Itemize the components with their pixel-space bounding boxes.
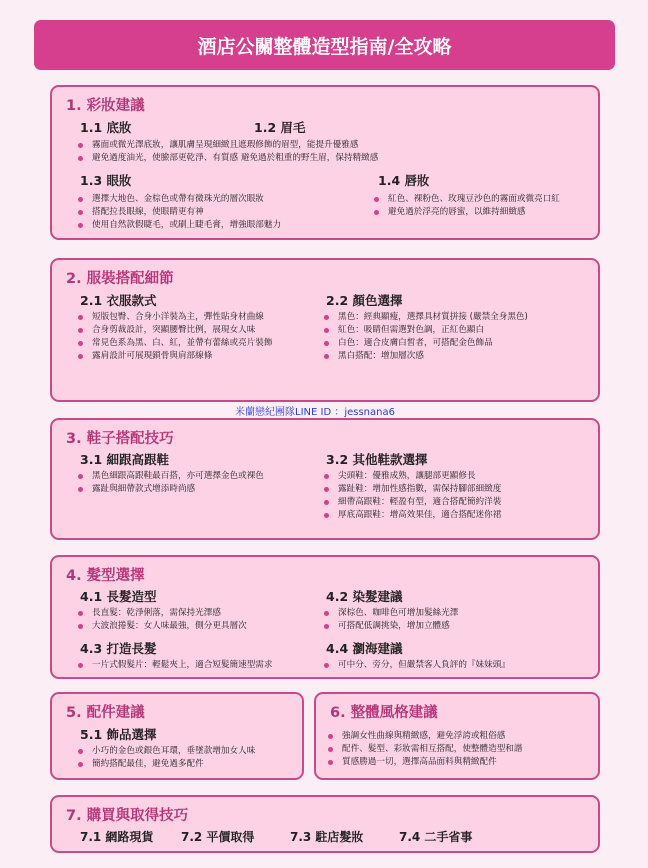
section-hair — [50, 555, 600, 679]
list-item: 厚底高跟鞋：增高效果佳，適合搭配迷你裙 — [324, 509, 501, 522]
subsection-title: 3.1 細跟高跟鞋 — [80, 452, 169, 467]
section-title: 5. 配件建議 — [66, 705, 145, 721]
list-item: 合身剪裁設計，突顯腰臀比例，展現女人味 — [78, 324, 272, 337]
list-item: 黑色：經典顯瘦，選擇具材質拼接 (嚴禁全身黑色) — [324, 311, 528, 324]
list-item: 配件、髮型、彩妝需相互搭配，使整體造型和諧 — [328, 743, 522, 756]
section-makeup — [50, 85, 600, 240]
subsection-title: 2.2 顏色選擇 — [326, 293, 403, 308]
section-shopping — [50, 795, 600, 853]
section-title: 4. 髮型選擇 — [66, 568, 145, 584]
list-item: 白色：適合皮膚白皙者，可搭配金色飾品 — [324, 337, 528, 350]
list-item: 簡約搭配最佳，避免過多配件 — [78, 758, 255, 771]
list-item: 長直髮：乾淨俐落，需保持光澤感 — [78, 607, 247, 620]
section-overall-style — [314, 692, 600, 780]
list-item: 露趾與細帶款式增添時尚感 — [78, 483, 264, 496]
shopping-item: 7.3 駐店髮妝 — [290, 830, 364, 844]
subsection-title: 4.1 長髮造型 — [80, 589, 157, 604]
watermark-text: 米蘭戀紀團隊LINE ID ：jessnana6 — [235, 407, 395, 418]
section-outfit — [50, 258, 600, 402]
subsection-title: 1.2 眉毛 — [254, 120, 306, 135]
section-title: 6. 整體風格建議 — [330, 705, 438, 721]
shopping-item: 7.2 平價取得 — [181, 830, 255, 844]
section-title: 1. 彩妝建議 — [66, 98, 145, 114]
section-title: 3. 鞋子搭配技巧 — [66, 431, 174, 447]
subsection-title: 2.1 衣服款式 — [80, 293, 157, 308]
subsection-title: 1.3 眼妝 — [80, 173, 132, 188]
list-item: 尖頭鞋：優雅成熟，讓腿部更顯修長 — [324, 470, 501, 483]
list-item: 使用自然款假睫毛，或刷上睫毛膏，增強眼部魅力 — [78, 219, 281, 232]
bullet-list — [324, 470, 501, 522]
bullet-list — [78, 311, 272, 363]
subsection-title: 1.4 唇妝 — [378, 173, 430, 188]
list-item: 短版包臀、合身小洋裝為主，彈性貼身材曲線 — [78, 311, 272, 324]
list-item: 避免過於浮亮的唇蜜，以維持細緻感 — [374, 206, 560, 219]
bullet-list — [78, 607, 247, 633]
section-shoes — [50, 418, 600, 540]
list-item: 避免過度油光，使臉部更乾淨、有質感 避免過於粗重的野生眉，保持精緻感 — [78, 152, 378, 165]
section-title: 7. 購買與取得技巧 — [66, 808, 189, 824]
list-item: 紅色：吸睛但需選對色調，正紅色顯白 — [324, 324, 528, 337]
bullet-list — [78, 470, 264, 496]
list-item: 大波浪捲髮：女人味最強，側分更具層次 — [78, 620, 247, 633]
list-item: 一片式假髮片：輕鬆夾上，適合短髮簡速型需求 — [78, 659, 272, 672]
list-item: 強調女性曲線與精緻感，避免浮誇或粗俗感 — [328, 730, 522, 743]
list-item: 深棕色、咖啡色可增加髮絲光澤 — [324, 607, 458, 620]
bullet-list — [78, 193, 281, 232]
bullet-list — [324, 607, 458, 633]
bullet-list — [328, 730, 522, 769]
list-item: 露趾鞋：增加性感指數，需保持腳部細緻度 — [324, 483, 501, 496]
list-item: 可搭配低調挑染，增加立體感 — [324, 620, 458, 633]
list-item: 常見色系為黑、白、紅，並帶有蕾絲或亮片裝飾 — [78, 337, 272, 350]
list-item: 小巧的金色或銀色耳環，垂墜款增加女人味 — [78, 745, 255, 758]
list-item: 霧面或微光澤底妝，讓肌膚呈現細緻且遮瑕修飾的眉型，能提升優雅感 — [78, 139, 378, 152]
bullet-list — [78, 659, 272, 672]
subsection-title: 3.2 其他鞋款選擇 — [326, 452, 428, 467]
bullet-list — [374, 193, 560, 219]
list-item: 紅色、裸粉色、玫瑰豆沙色的霧面或微亮口紅 — [374, 193, 560, 206]
subsection-title: 4.4 瀏海建議 — [326, 641, 403, 656]
subsection-title: 4.2 染髮建議 — [326, 589, 403, 604]
section-title: 2. 服裝搭配細節 — [66, 271, 174, 287]
list-item: 黑白搭配：增加層次感 — [324, 350, 528, 363]
bullet-list — [324, 311, 528, 363]
list-item: 搭配拉長眼線，使眼睛更有神 — [78, 206, 281, 219]
page-title: 酒店公關整體造型指南/全攻略 — [34, 20, 615, 70]
list-item: 黑色細跟高跟鞋最百搭，亦可選擇金色或裸色 — [78, 470, 264, 483]
bullet-list — [78, 745, 255, 771]
list-item: 露肩設計可展現鎖骨與肩部線條 — [78, 350, 272, 363]
list-item: 選擇大地色、金棕色或帶有微珠光的層次眼妝 — [78, 193, 281, 206]
subsection-title: 1.1 底妝 — [80, 120, 132, 135]
section-accessories — [50, 692, 304, 780]
bullet-list — [78, 139, 378, 165]
subsection-title: 4.3 打造長髮 — [80, 641, 157, 656]
bullet-list — [324, 659, 510, 672]
list-item: 可中分、旁分，但嚴禁客人負評的『妹妹頭』 — [324, 659, 510, 672]
shopping-item: 7.4 二手省事 — [399, 830, 473, 844]
shopping-item: 7.1 網路現貨 — [80, 830, 154, 844]
list-item: 細帶高跟鞋：輕盈有型，適合搭配簡約洋裝 — [324, 496, 501, 509]
list-item: 質感勝過一切，選擇高品面料與精緻配件 — [328, 756, 522, 769]
subsection-title: 5.1 飾品選擇 — [80, 727, 157, 742]
